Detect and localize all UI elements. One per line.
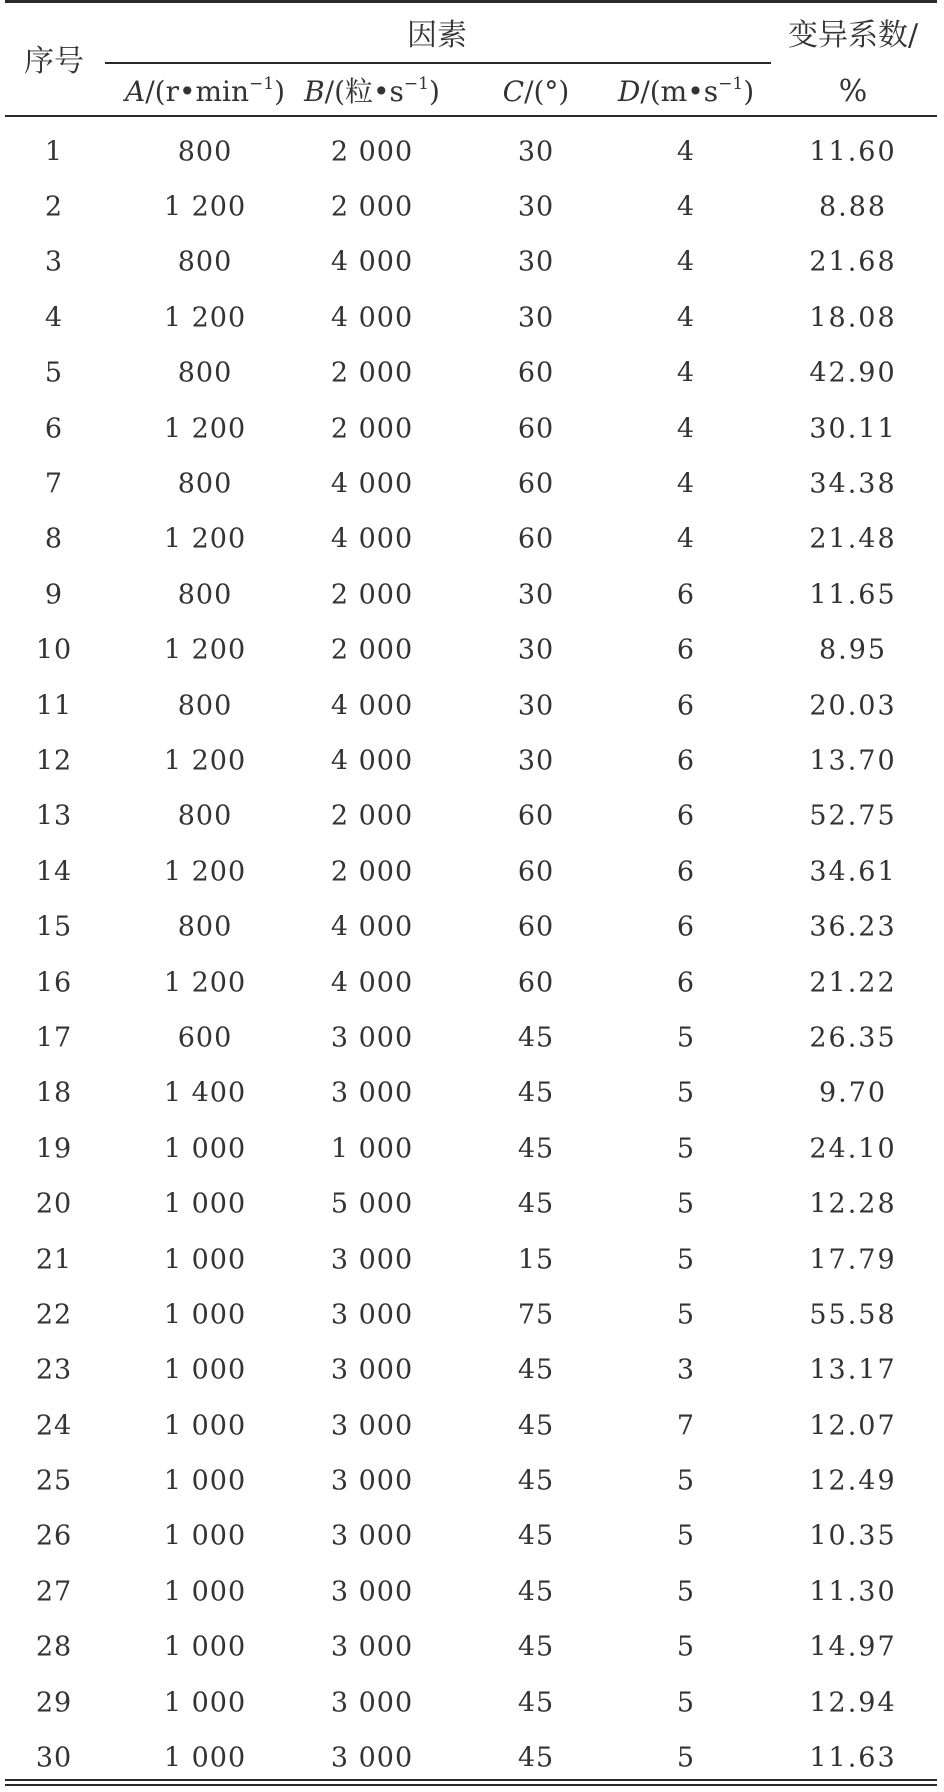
table-row <box>0 1176 944 1231</box>
serial-cell: 8 <box>44 523 64 555</box>
table-row <box>0 235 944 290</box>
seed-rate-cell: 4 000 <box>330 690 414 722</box>
speed-cell: 1 000 <box>163 1299 247 1331</box>
cv-cell: 20.03 <box>809 690 897 722</box>
speed-cell: 1 200 <box>163 634 247 666</box>
table-row <box>0 1232 944 1287</box>
serial-cell: 30 <box>35 1742 73 1774</box>
serial-cell: 22 <box>35 1299 73 1331</box>
angle-cell: 60 <box>517 357 555 389</box>
speed-cell: 1 200 <box>163 191 247 223</box>
angle-cell: 15 <box>517 1244 555 1275</box>
table-row <box>0 401 944 456</box>
seed-rate-cell: 3 000 <box>330 1631 414 1663</box>
velocity-cell: 6 <box>676 800 696 832</box>
seed-rate-cell: 3 000 <box>330 1410 414 1442</box>
velocity-cell: 4 <box>676 357 696 389</box>
col-d-header <box>617 74 755 108</box>
table-row <box>0 1509 944 1564</box>
serial-cell: 5 <box>44 357 64 389</box>
col-b-unit: /(粒•s <box>324 75 404 108</box>
cv-cell: 42.90 <box>809 357 897 389</box>
angle-cell: 60 <box>517 800 555 832</box>
serial-cell: 3 <box>44 246 64 278</box>
table-row <box>0 1675 944 1730</box>
col-a-var: A <box>124 75 146 108</box>
serial-cell: 13 <box>35 800 73 832</box>
serial-cell: 24 <box>35 1410 73 1442</box>
table-row <box>0 789 944 844</box>
serial-cell: 29 <box>35 1687 73 1719</box>
table-row <box>0 1287 944 1342</box>
speed-cell: 1 200 <box>163 967 247 999</box>
cv-cell: 36.23 <box>809 911 897 943</box>
cv-cell: 12.94 <box>809 1687 897 1719</box>
table-row <box>0 955 944 1010</box>
velocity-cell: 5 <box>676 1022 696 1054</box>
speed-cell: 1 000 <box>163 1687 247 1719</box>
table-row <box>0 1453 944 1508</box>
speed-cell: 800 <box>177 800 233 832</box>
cv-header-line2: % <box>838 74 868 109</box>
seed-rate-cell: 4 000 <box>330 911 414 943</box>
col-d-close: ) <box>743 75 755 108</box>
serial-cell: 20 <box>35 1188 73 1220</box>
velocity-cell: 4 <box>676 191 696 223</box>
table-row <box>0 179 944 234</box>
serial-cell: 1 <box>44 136 64 168</box>
table-bottom-rule <box>5 1779 937 1781</box>
angle-cell: 60 <box>517 468 555 500</box>
serial-cell: 25 <box>35 1465 73 1497</box>
header-bottom-rule <box>5 115 937 117</box>
angle-cell: 30 <box>517 246 555 278</box>
cv-cell: 12.28 <box>809 1188 897 1220</box>
cv-cell: 24.10 <box>809 1133 897 1165</box>
seed-rate-cell: 4 000 <box>330 246 414 278</box>
speed-cell: 1 200 <box>163 523 247 555</box>
velocity-cell: 4 <box>676 136 696 168</box>
serial-cell: 15 <box>35 911 73 943</box>
serial-cell: 14 <box>35 856 73 888</box>
table-row <box>0 1620 944 1675</box>
table-row <box>0 567 944 622</box>
angle-cell: 45 <box>517 1576 555 1608</box>
serial-cell: 21 <box>35 1244 73 1275</box>
angle-cell: 30 <box>517 690 555 722</box>
speed-cell: 1 000 <box>163 1354 247 1386</box>
serial-cell: 6 <box>44 413 64 445</box>
col-d-unit: /(m•s <box>640 75 719 108</box>
col-a-unit: /(r•min <box>145 75 250 108</box>
velocity-cell: 5 <box>676 1133 696 1165</box>
speed-cell: 1 000 <box>163 1188 247 1220</box>
cv-cell: 11.63 <box>809 1742 897 1774</box>
velocity-cell: 5 <box>676 1687 696 1719</box>
seed-rate-cell: 3 000 <box>330 1576 414 1608</box>
seed-rate-cell: 3 000 <box>330 1520 414 1552</box>
col-d-exp: −1 <box>718 74 744 94</box>
velocity-cell: 4 <box>676 413 696 445</box>
cv-cell: 18.08 <box>809 302 897 334</box>
angle-cell: 60 <box>517 856 555 888</box>
angle-cell: 30 <box>517 634 555 666</box>
speed-cell: 800 <box>177 357 233 389</box>
serial-header: 序号 <box>24 44 84 79</box>
seed-rate-cell: 2 000 <box>330 357 414 389</box>
velocity-cell: 5 <box>676 1576 696 1608</box>
table-row <box>0 623 944 678</box>
seed-rate-cell: 2 000 <box>330 634 414 666</box>
col-b-close: ) <box>428 75 440 108</box>
speed-cell: 1 400 <box>163 1077 247 1109</box>
velocity-cell: 5 <box>676 1077 696 1109</box>
angle-cell: 45 <box>517 1520 555 1552</box>
col-b-header <box>304 74 440 108</box>
seed-rate-cell: 4 000 <box>330 302 414 334</box>
velocity-cell: 4 <box>676 302 696 334</box>
table-row <box>0 1010 944 1065</box>
seed-rate-cell: 2 000 <box>330 800 414 832</box>
seed-rate-cell: 3 000 <box>330 1354 414 1386</box>
table-row <box>0 844 944 899</box>
angle-cell: 30 <box>517 136 555 168</box>
seed-rate-cell: 2 000 <box>330 413 414 445</box>
table-row <box>0 1343 944 1398</box>
serial-cell: 7 <box>44 468 64 500</box>
table-bottom-rule-double <box>5 1784 937 1786</box>
speed-cell: 1 200 <box>163 745 247 777</box>
cv-cell: 55.58 <box>809 1299 897 1331</box>
seed-rate-cell: 4 000 <box>330 967 414 999</box>
serial-cell: 16 <box>35 967 73 999</box>
serial-cell: 9 <box>44 579 64 611</box>
table-row <box>0 1730 944 1785</box>
speed-cell: 1 000 <box>163 1520 247 1552</box>
angle-cell: 30 <box>517 191 555 223</box>
speed-cell: 1 000 <box>163 1410 247 1442</box>
velocity-cell: 5 <box>676 1188 696 1220</box>
table-row <box>0 733 944 788</box>
angle-cell: 45 <box>517 1742 555 1774</box>
serial-cell: 26 <box>35 1520 73 1552</box>
speed-cell: 800 <box>177 468 233 500</box>
velocity-cell: 5 <box>676 1299 696 1331</box>
speed-cell: 600 <box>177 1022 233 1054</box>
speed-cell: 1 000 <box>163 1465 247 1497</box>
velocity-cell: 4 <box>676 246 696 278</box>
speed-cell: 1 200 <box>163 302 247 334</box>
cv-cell: 14.97 <box>809 1631 897 1663</box>
seed-rate-cell: 3 000 <box>330 1022 414 1054</box>
table-row <box>0 512 944 567</box>
seed-rate-cell: 3 000 <box>330 1687 414 1719</box>
velocity-cell: 6 <box>676 690 696 722</box>
table-row <box>0 1398 944 1453</box>
serial-cell: 11 <box>35 690 73 722</box>
cv-cell: 9.70 <box>818 1077 888 1109</box>
serial-cell: 18 <box>35 1077 73 1109</box>
col-c-unit: /(°) <box>524 75 570 108</box>
cv-cell: 11.30 <box>809 1576 897 1608</box>
speed-cell: 1 000 <box>163 1133 247 1165</box>
cv-cell: 34.38 <box>809 468 897 500</box>
serial-cell: 27 <box>35 1576 73 1608</box>
cv-header-line1: 变异系数/ <box>787 18 919 53</box>
angle-cell: 45 <box>517 1077 555 1109</box>
speed-cell: 1 200 <box>163 413 247 445</box>
cv-cell: 11.60 <box>809 136 897 168</box>
velocity-cell: 3 <box>676 1354 696 1386</box>
speed-cell: 1 000 <box>163 1576 247 1608</box>
seed-rate-cell: 3 000 <box>330 1465 414 1497</box>
cv-cell: 52.75 <box>809 800 897 832</box>
cv-cell: 26.35 <box>809 1022 897 1054</box>
velocity-cell: 6 <box>676 634 696 666</box>
velocity-cell: 6 <box>676 856 696 888</box>
seed-rate-cell: 3 000 <box>330 1077 414 1109</box>
speed-cell: 1 200 <box>163 856 247 888</box>
table-row <box>0 346 944 401</box>
table-row <box>0 1564 944 1619</box>
cv-cell: 8.88 <box>818 191 888 223</box>
cv-cell: 13.70 <box>809 745 897 777</box>
velocity-cell: 4 <box>676 523 696 555</box>
velocity-cell: 5 <box>676 1631 696 1663</box>
table-row <box>0 678 944 733</box>
velocity-cell: 6 <box>676 745 696 777</box>
angle-cell: 60 <box>517 967 555 999</box>
angle-cell: 30 <box>517 745 555 777</box>
col-b-exp: −1 <box>403 74 429 94</box>
serial-cell: 19 <box>35 1133 73 1165</box>
cv-cell: 17.79 <box>809 1244 897 1275</box>
table-row <box>0 1121 944 1176</box>
angle-cell: 30 <box>517 579 555 611</box>
speed-cell: 1 000 <box>163 1631 247 1663</box>
angle-cell: 75 <box>517 1299 555 1331</box>
speed-cell: 800 <box>177 246 233 278</box>
serial-cell: 10 <box>35 634 73 666</box>
serial-cell: 23 <box>35 1354 73 1386</box>
cv-cell: 21.48 <box>809 523 897 555</box>
seed-rate-cell: 2 000 <box>330 136 414 168</box>
serial-cell: 28 <box>35 1631 73 1663</box>
seed-rate-cell: 3 000 <box>330 1244 414 1275</box>
col-c-var: C <box>502 75 525 108</box>
seed-rate-cell: 2 000 <box>330 856 414 888</box>
angle-cell: 60 <box>517 911 555 943</box>
seed-rate-cell: 2 000 <box>330 579 414 611</box>
cv-cell: 13.17 <box>809 1354 897 1386</box>
table-row <box>0 456 944 511</box>
angle-cell: 30 <box>517 302 555 334</box>
angle-cell: 45 <box>517 1188 555 1220</box>
velocity-cell: 5 <box>676 1742 696 1774</box>
angle-cell: 45 <box>517 1022 555 1054</box>
angle-cell: 60 <box>517 413 555 445</box>
col-c-header <box>502 75 570 108</box>
table-row <box>0 290 944 345</box>
cv-cell: 21.68 <box>809 246 897 278</box>
table-body <box>0 124 944 1786</box>
serial-cell: 4 <box>44 302 64 334</box>
seed-rate-cell: 3 000 <box>330 1299 414 1331</box>
velocity-cell: 4 <box>676 468 696 500</box>
serial-cell: 2 <box>44 191 64 223</box>
col-a-exp: −1 <box>249 74 275 94</box>
speed-cell: 1 000 <box>163 1742 247 1774</box>
angle-cell: 45 <box>517 1465 555 1497</box>
seed-rate-cell: 1 000 <box>330 1133 414 1165</box>
speed-cell: 800 <box>177 690 233 722</box>
angle-cell: 45 <box>517 1354 555 1386</box>
velocity-cell: 5 <box>676 1465 696 1497</box>
col-b-var: B <box>304 75 325 108</box>
speed-cell: 800 <box>177 136 233 168</box>
cv-cell: 21.22 <box>809 967 897 999</box>
cv-cell: 11.65 <box>809 579 897 611</box>
table-row <box>0 1066 944 1121</box>
cv-cell: 10.35 <box>809 1520 897 1552</box>
angle-cell: 45 <box>517 1133 555 1165</box>
speed-cell: 800 <box>177 579 233 611</box>
col-a-header <box>124 74 286 108</box>
speed-cell: 1 000 <box>163 1244 247 1275</box>
speed-cell: 800 <box>177 911 233 943</box>
cv-cell: 34.61 <box>809 856 897 888</box>
seed-rate-cell: 4 000 <box>330 745 414 777</box>
seed-rate-cell: 5 000 <box>330 1188 414 1220</box>
cv-cell: 12.07 <box>809 1410 897 1442</box>
cv-cell: 30.11 <box>809 413 897 445</box>
cv-cell: 12.49 <box>809 1465 897 1497</box>
velocity-cell: 7 <box>676 1410 696 1442</box>
velocity-cell: 6 <box>676 967 696 999</box>
angle-cell: 45 <box>517 1631 555 1663</box>
cv-cell: 8.95 <box>818 634 888 666</box>
angle-cell: 45 <box>517 1410 555 1442</box>
table-top-rule <box>5 0 937 3</box>
serial-cell: 17 <box>35 1022 73 1054</box>
seed-rate-cell: 3 000 <box>330 1742 414 1774</box>
velocity-cell: 5 <box>676 1520 696 1552</box>
col-d-var: D <box>617 75 641 108</box>
table-row <box>0 899 944 954</box>
angle-cell: 60 <box>517 523 555 555</box>
velocity-cell: 5 <box>676 1244 696 1275</box>
velocity-cell: 6 <box>676 911 696 943</box>
angle-cell: 45 <box>517 1687 555 1719</box>
velocity-cell: 6 <box>676 579 696 611</box>
factors-header: 因素 <box>407 18 467 53</box>
serial-cell: 12 <box>35 745 73 777</box>
seed-rate-cell: 2 000 <box>330 191 414 223</box>
seed-rate-cell: 4 000 <box>330 523 414 555</box>
col-a-close: ) <box>274 75 286 108</box>
seed-rate-cell: 4 000 <box>330 468 414 500</box>
table-row <box>0 124 944 179</box>
factors-underline <box>105 62 771 64</box>
